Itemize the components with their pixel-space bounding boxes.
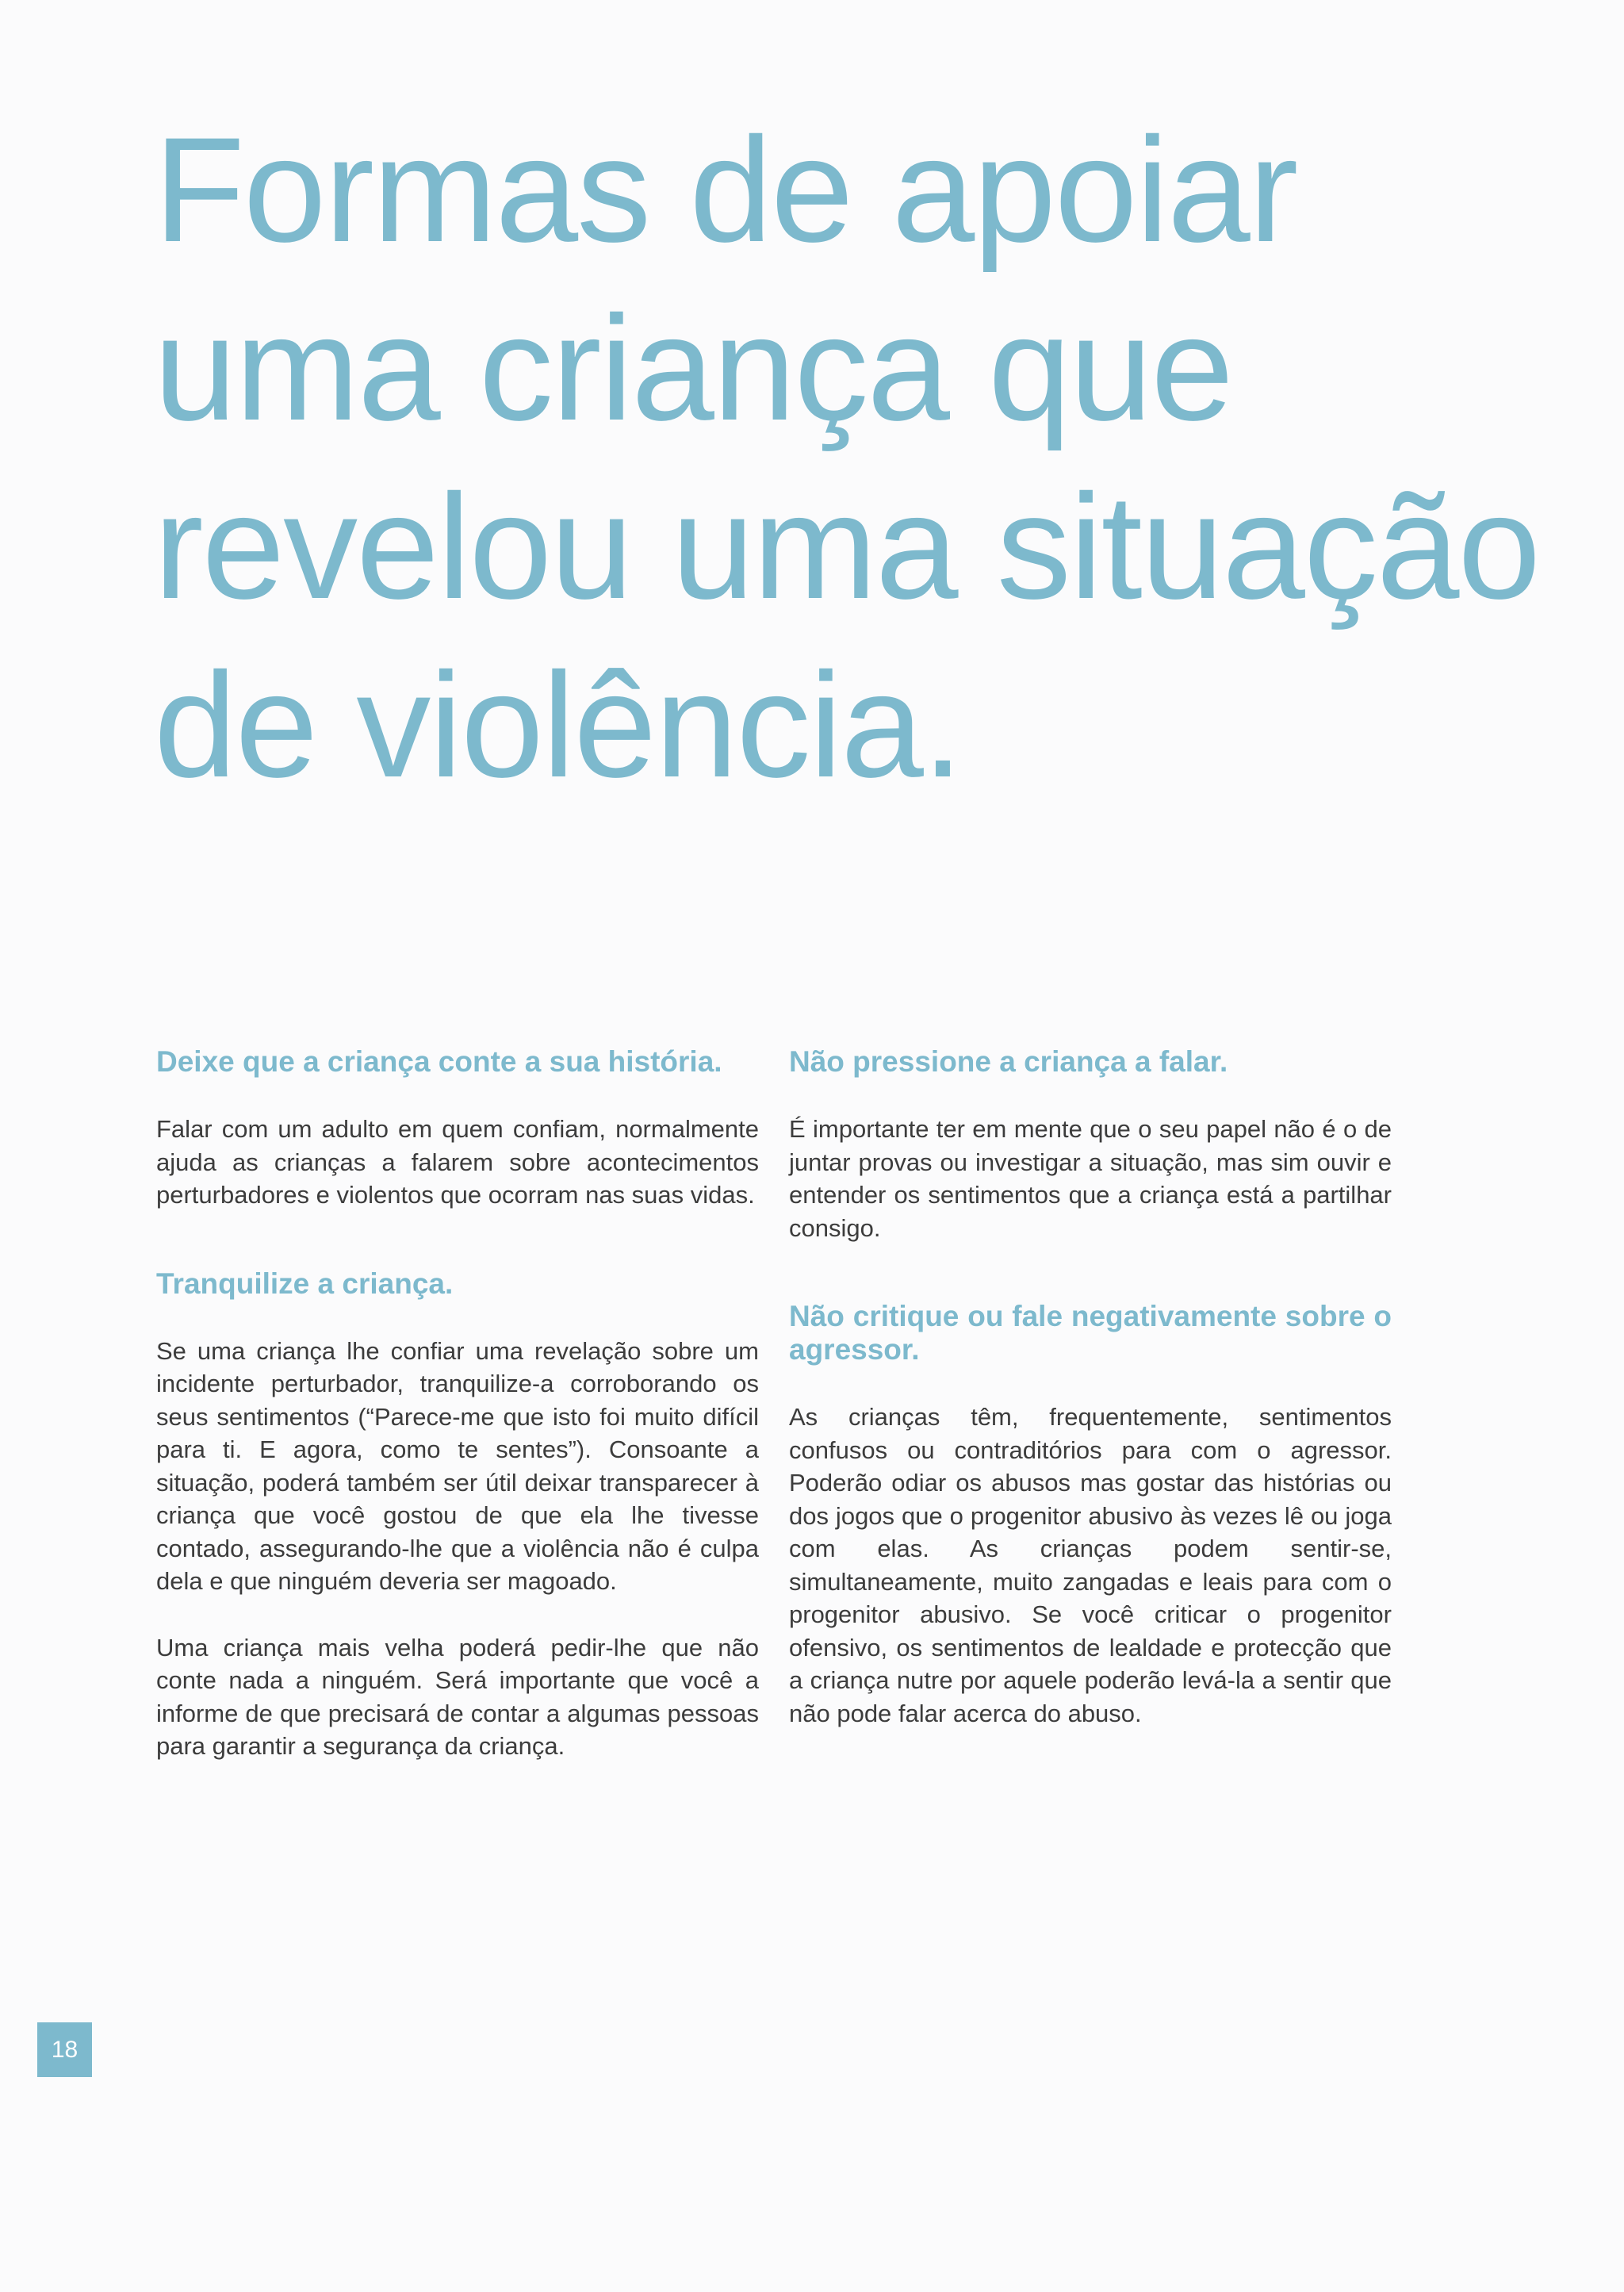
left-column	[156, 1045, 759, 1763]
page-number: 18	[51, 2036, 79, 2063]
section-heading-no-criticism: Não critique ou fale negativamente sobre o agressor.	[789, 1300, 1392, 1366]
section-heading-no-pressure: Não pressione a criança a falar.	[789, 1045, 1228, 1078]
section-paragraph-reassure-2: Uma criança mais velha poderá pedir-lhe que não conte nada a ninguém. Será importante que você a informe de que precisará de contar a algumas pessoas para garantir a segurança da criança.	[156, 1633, 759, 1760]
page-title-line-4: de violência.	[154, 642, 963, 808]
page-number-badge	[37, 2022, 92, 2077]
section-heading-reassure: Tranquilize a criança.	[156, 1267, 454, 1300]
section-paragraph-reassure-1: Se uma criança lhe confiar uma revelação sobre um incidente perturbador, tranquilize-a corroborando os seus sentimentos (“Parece-me que isto foi muito difícil para ti. E agora, como te sentes”). Consoante a situação, poderá também ser útil deixar transparecer à criança que você gostou de que ela lhe tivesse contado, assegurando-lhe que a violência não é culpa dela e que ninguém deveria ser magoado.	[156, 1336, 759, 1595]
page-title-line-1: Formas de apoiar	[154, 106, 1297, 273]
section-paragraph-tell-story: Falar com um adulto em quem confiam, normalmente ajuda as crianças a falarem sobre acontecimentos perturbadores e violentos que ocorram nas suas vidas.	[156, 1115, 759, 1209]
right-column	[789, 1045, 1392, 1730]
section-paragraph-no-pressure: É importante ter em mente que o seu papel não é o de juntar provas ou investigar a situação, mas sim ouvir e entender os sentimentos que a criança está a partilhar consigo.	[789, 1115, 1392, 1242]
section-paragraph-no-criticism: As crianças têm, frequentemente, sentimentos confusos ou contraditórios para com o agressor. Poderão odiar os abusos mas gostar das histórias ou dos jogos que o progenitor abusivo às vezes lê ou joga com elas. As crianças podem sentir-se, simultaneamente, muito zangadas e leais para com o progenitor abusivo. Se você criticar o progenitor ofensivo, os sentimentos de lealdade e protecção que a criança nutre por aquele poderão levá-la a sentir que não pode falar acerca do abuso.	[789, 1403, 1392, 1727]
page-title-line-3: revelou uma situação	[154, 463, 1540, 630]
page-title-line-2: uma criança que	[154, 285, 1232, 451]
section-heading-tell-story: Deixe que a criança conte a sua história.	[156, 1045, 722, 1078]
